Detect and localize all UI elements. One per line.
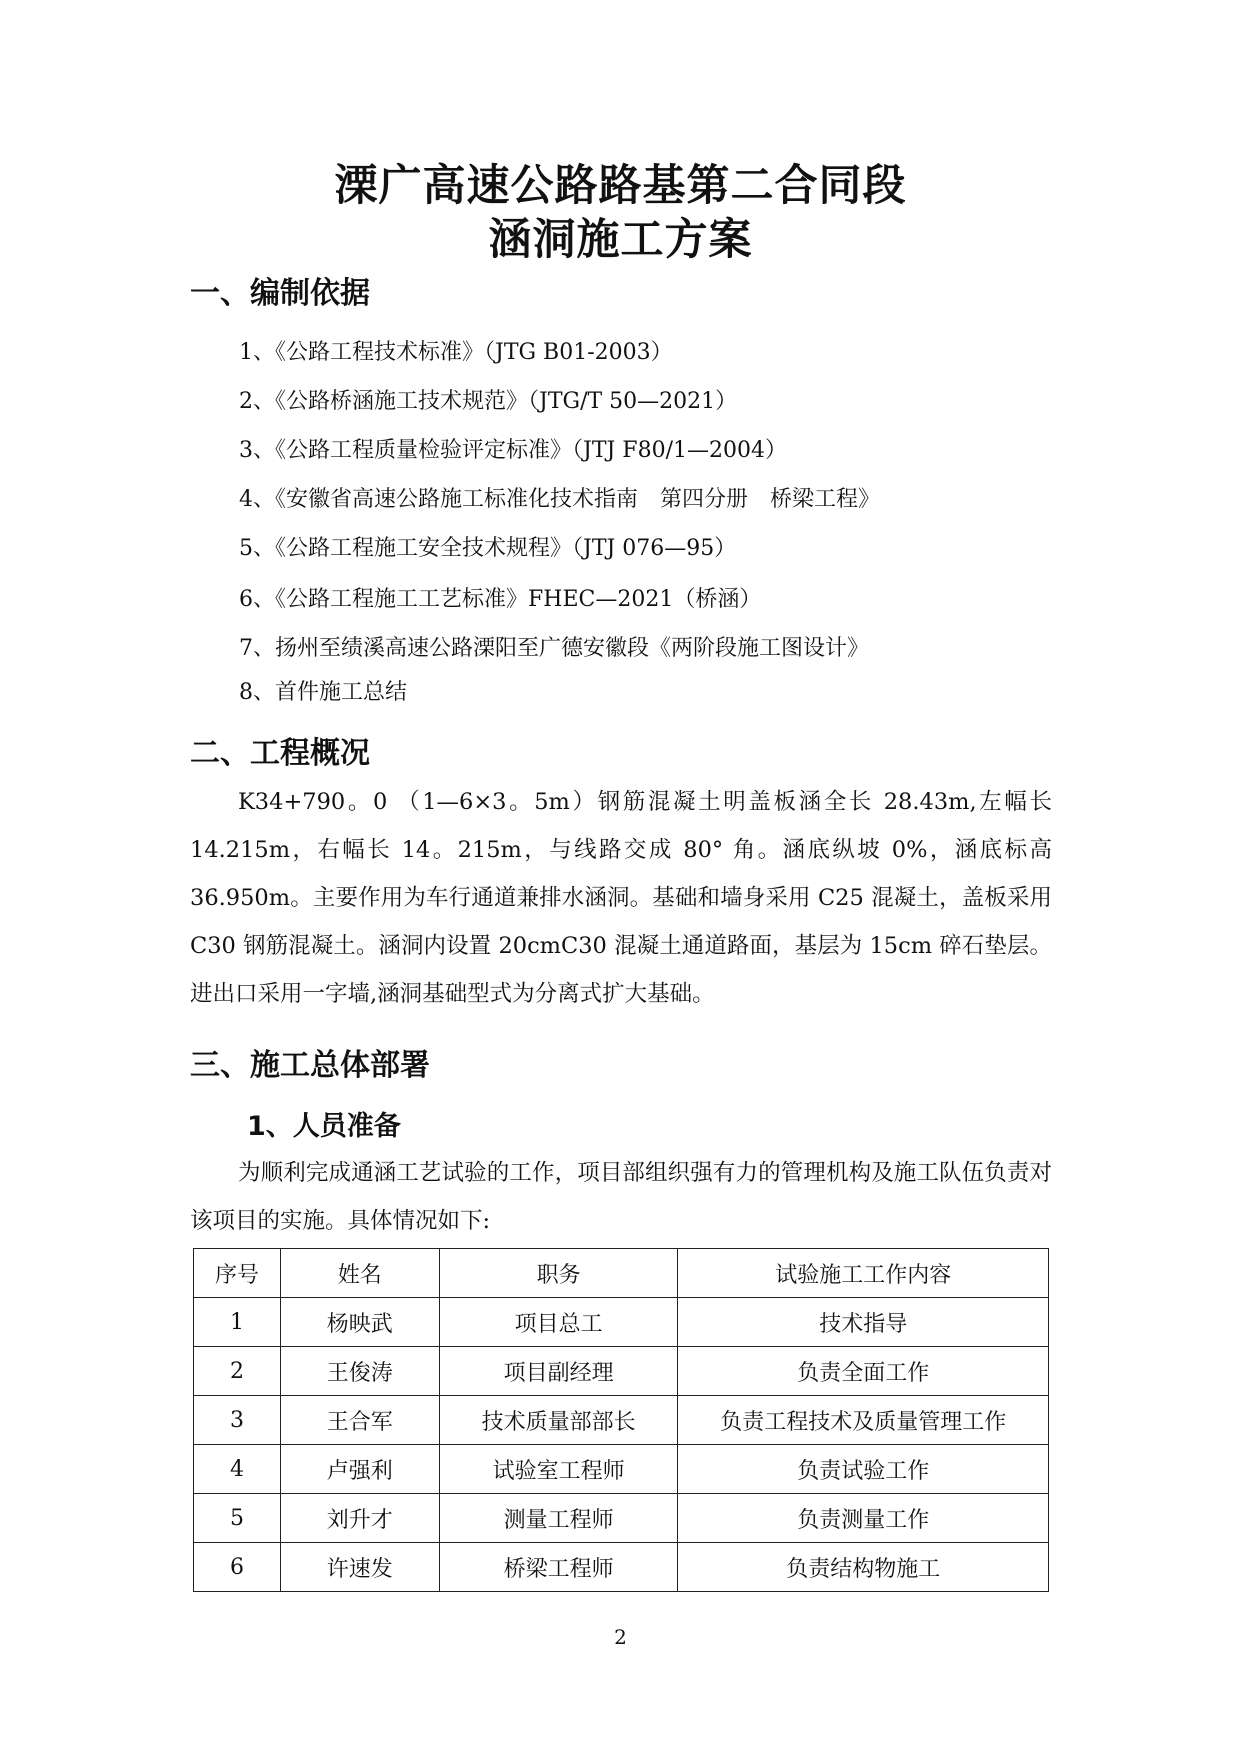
document-title-line2: 涵洞施工方案: [488, 215, 753, 265]
table-cell: 负责结构物施工: [678, 1543, 1049, 1592]
personnel-paragraph: 为顺利完成通涵工艺试验的工作，项目部组织强有力的管理机构及施工队伍负责对该项目的实施。具体情况如下:: [190, 1160, 1052, 1234]
header-cell: 序号: [194, 1249, 281, 1298]
table-cell: 试验室工程师: [439, 1445, 678, 1494]
table-cell: 6: [194, 1543, 281, 1592]
table-header-row: [194, 1249, 1049, 1298]
section2-heading: 二、工程概况: [190, 736, 370, 771]
table-row: [194, 1347, 1049, 1396]
section1-heading: 一、编制依据: [190, 276, 370, 311]
header-cell: 试验施工工作内容: [678, 1249, 1049, 1298]
table-cell: 项目副经理: [439, 1347, 678, 1396]
project-overview-paragraph: K34+790。0 （1—6×3。5m）钢筋混凝土明盖板涵全长 28.43m,左幅长 14.215m，右幅长 14。215m，与线路交成 80° 角。涵底纵坡 0%，涵底标高 36.950m。主要作用为车行通道兼排水涵洞。基础和墙身采用 C25 混凝土，盖板采用 C30 钢筋混凝土。涵洞内设置 20cmC30 混凝土通道路面，基层为 15cm 碎石垫层。进出口采用一字墙,涵洞基础型式为分离式扩大基础。: [190, 789, 1052, 1007]
table-cell: 王合军: [280, 1396, 439, 1445]
table-cell: 1: [194, 1298, 281, 1347]
personnel-table: [193, 1248, 1049, 1592]
table-cell: 技术指导: [678, 1298, 1049, 1347]
reference-item: 4、《安徽省高速公路施工标准化技术指南 第四分册 桥梁工程》: [239, 487, 880, 512]
table-cell: 5: [194, 1494, 281, 1543]
table-row: [194, 1396, 1049, 1445]
table-cell: 测量工程师: [439, 1494, 678, 1543]
table-cell: 项目总工: [439, 1298, 678, 1347]
reference-item: 6、《公路工程施工工艺标准》FHEC—2021（桥涵）: [239, 587, 762, 612]
table-cell: 负责全面工作: [678, 1347, 1049, 1396]
section3-heading: 三、施工总体部署: [190, 1048, 430, 1083]
table-row: [194, 1298, 1049, 1347]
document-title-line1: 溧广高速公路路基第二合同段: [334, 161, 907, 211]
table-row: [194, 1494, 1049, 1543]
reference-item: 3、《公路工程质量检验评定标准》（JTJ F80/1—2004）: [239, 438, 787, 463]
table-cell: 负责工程技术及质量管理工作: [678, 1396, 1049, 1445]
reference-item: 5、《公路工程施工安全技术规程》（JTJ 076—95）: [239, 536, 737, 561]
table-cell: 王俊涛: [280, 1347, 439, 1396]
table-row: [194, 1445, 1049, 1494]
table-cell: 卢强利: [280, 1445, 439, 1494]
personnel-subheading: 1、人员准备: [247, 1111, 401, 1142]
table-cell: 负责测量工作: [678, 1494, 1049, 1543]
table-cell: 4: [194, 1445, 281, 1494]
header-cell: 姓名: [280, 1249, 439, 1298]
reference-item: 2、《公路桥涵施工技术规范》（JTG/T 50—2021）: [239, 389, 738, 414]
table-cell: 负责试验工作: [678, 1445, 1049, 1494]
table-cell: 2: [194, 1347, 281, 1396]
table-row: [194, 1543, 1049, 1592]
reference-item: 1、《公路工程技术标准》（JTG B01-2003）: [239, 340, 673, 365]
table-cell: 3: [194, 1396, 281, 1445]
reference-item: 8、首件施工总结: [239, 680, 407, 705]
reference-item: 7、扬州至绩溪高速公路溧阳至广德安徽段《两阶段施工图设计》: [239, 636, 869, 661]
table-cell: 许速发: [280, 1543, 439, 1592]
table-cell: 刘升才: [280, 1494, 439, 1543]
header-cell: 职务: [439, 1249, 678, 1298]
table-cell: 杨映武: [280, 1298, 439, 1347]
table-cell: 技术质量部部长: [439, 1396, 678, 1445]
table-cell: 桥梁工程师: [439, 1543, 678, 1592]
page-number: 2: [614, 1625, 627, 1649]
